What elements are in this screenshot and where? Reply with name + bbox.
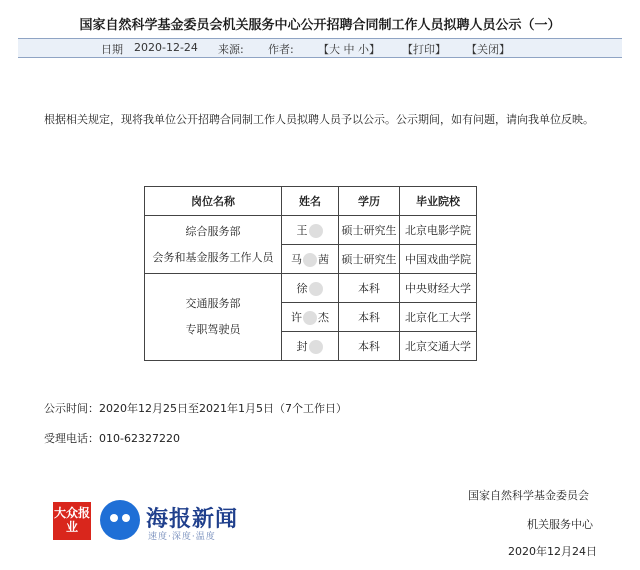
header-degree: 学历 [339, 187, 400, 216]
name-suffix: 茜 [318, 253, 329, 266]
position-title: 会务和基金服务工作人员 [152, 250, 274, 264]
name-suffix: 杰 [318, 311, 329, 324]
recruit-table [144, 186, 477, 361]
position-title: 专职驾驶员 [185, 323, 241, 336]
seal-eye-right [122, 514, 130, 522]
degree-cell: 硕士研究生 [339, 216, 400, 245]
date-label: 日期 [101, 43, 123, 56]
notice-phone: 受理电话：010-62327220 [44, 432, 180, 445]
position-cell [145, 274, 282, 361]
table-row [145, 216, 477, 245]
author-label: 作者: [268, 43, 294, 56]
position-dept: 综合服务部 [185, 224, 241, 238]
source-label: 来源: [218, 43, 244, 56]
signature-date: 2020年12月24日 [508, 545, 597, 558]
school-cell: 北京电影学院 [400, 216, 477, 245]
name-prefix: 封 [296, 340, 308, 353]
redaction-blur [303, 311, 317, 325]
school-cell: 中央财经大学 [400, 274, 477, 303]
brand-slogan: 速度·深度·温度 [148, 532, 216, 542]
position-dept: 交通服务部 [185, 297, 241, 310]
close-button[interactable]: 【关闭】 [466, 43, 510, 56]
redaction-blur [303, 253, 317, 267]
table-header-row [145, 187, 477, 216]
name-prefix: 王 [296, 224, 308, 237]
name-cell [282, 216, 339, 245]
redaction-blur [309, 340, 323, 354]
redaction-blur [309, 282, 323, 296]
logo-badge-text: 大众报业 [53, 506, 90, 534]
header-school: 毕业院校 [400, 187, 477, 216]
school-cell: 北京交通大学 [400, 332, 477, 361]
signature-org: 国家自然科学基金委员会 [468, 489, 589, 502]
seal-eye-left [110, 514, 118, 522]
notice-period: 公示时间：2020年12月25日至2021年1月5日（7个工作日） [44, 402, 347, 415]
name-prefix: 许 [291, 311, 302, 324]
name-prefix: 马 [291, 253, 302, 266]
school-cell: 北京化工大学 [400, 303, 477, 332]
table-row [145, 274, 477, 303]
degree-cell: 本科 [339, 274, 400, 303]
font-size-button[interactable]: 【大 中 小】 [318, 43, 380, 56]
signature-dept: 机关服务中心 [527, 518, 593, 531]
name-cell [282, 303, 339, 332]
brand-name: 海报新闻 [146, 507, 239, 532]
degree-cell: 本科 [339, 303, 400, 332]
page-title: 国家自然科学基金委员会机关服务中心公开招聘合同制工作人员拟聘人员公示（一） [79, 18, 561, 33]
name-cell [282, 332, 339, 361]
degree-cell: 硕士研究生 [339, 245, 400, 274]
header-position: 岗位名称 [145, 187, 282, 216]
haibao-seal-icon [100, 500, 140, 540]
redaction-blur [309, 224, 323, 238]
print-button[interactable]: 【打印】 [402, 43, 446, 56]
degree-cell: 本科 [339, 332, 400, 361]
body-paragraph: 根据相关规定，现将我单位公开招聘合同制工作人员拟聘人员予以公示。公示期间，如有问题，请向我单位反映。 [44, 113, 594, 126]
school-cell: 中国戏曲学院 [400, 245, 477, 274]
position-cell [145, 216, 282, 274]
name-cell [282, 245, 339, 274]
name-prefix: 徐 [296, 282, 308, 295]
date-value: 2020-12-24 [134, 41, 198, 54]
name-cell [282, 274, 339, 303]
dazhong-logo-icon [53, 502, 91, 540]
header-name: 姓名 [282, 187, 339, 216]
